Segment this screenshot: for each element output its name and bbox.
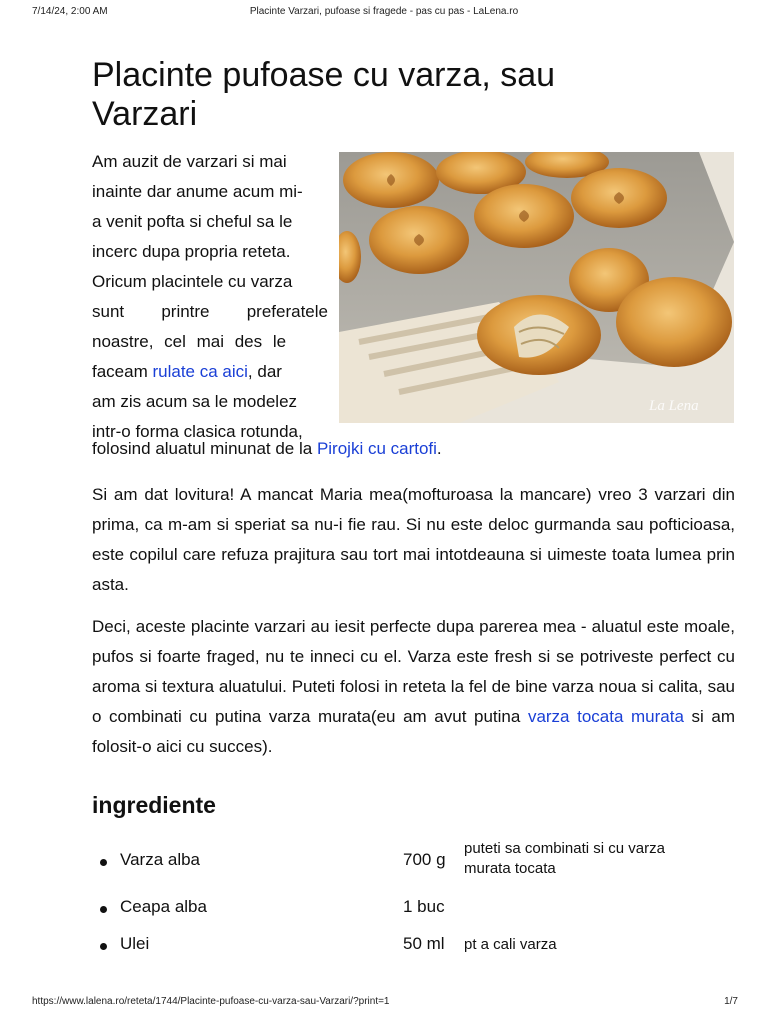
print-url: https://www.lalena.ro/reteta/1744/Placinte-pufoase-cu-varza-sau-Varzari/?print=1 bbox=[32, 996, 390, 1007]
paragraph-3 bbox=[92, 612, 735, 762]
intro-text-column bbox=[92, 147, 328, 447]
intro-line: inainte dar anume acum mi- bbox=[92, 182, 303, 201]
intro-text: faceam bbox=[92, 362, 153, 381]
bullet-icon bbox=[100, 943, 107, 950]
ingredient-name: Ceapa alba bbox=[120, 897, 207, 916]
link-varza-tocata-murata[interactable]: varza tocata murata bbox=[527, 707, 684, 726]
intro-line: Oricum placintele cu varza bbox=[92, 272, 293, 291]
ingredient-qty: 1 buc bbox=[403, 897, 445, 916]
intro-line bbox=[92, 357, 328, 387]
ingredients-heading: ingrediente bbox=[92, 792, 216, 818]
page-title bbox=[92, 56, 652, 134]
recipe-photo bbox=[339, 152, 734, 423]
ingredient-name: Ulei bbox=[120, 934, 150, 953]
print-doc-title: Placinte Varzari, pufoase si fragede - pas cu pas - LaLena.ro bbox=[249, 6, 519, 17]
intro-line: intr-o forma clasica rotunda, bbox=[92, 422, 303, 441]
page-number: 1/7 bbox=[724, 996, 738, 1007]
bullet-icon bbox=[100, 906, 107, 913]
print-header bbox=[0, 6, 768, 20]
ingredient-note-line: murata tocata bbox=[464, 860, 556, 877]
intro-word: preferatele bbox=[246, 302, 328, 321]
intro-line: Am auzit de varzari si mai bbox=[92, 152, 287, 171]
ingredient-qty: 700 g bbox=[403, 850, 446, 869]
paragraph-text: Deci, aceste placinte varzari au iesit perfecte dupa parerea mea - aluatul este moale, pufos si foarte fraged, nu te inneci cu el. Varza este fresh si se potriveste perfect cu aroma si textura aluatului. Puteti folosi in reteta la fel de bine varza noua si calita, sau o combinati cu putina varza murata(eu am avut putina bbox=[92, 617, 735, 726]
intro-line: incerc dupa propria reteta. bbox=[92, 242, 291, 261]
link-pirojki-cu-cartofi[interactable]: Pirojki cu cartofi bbox=[316, 439, 437, 458]
intro-text: , dar bbox=[247, 362, 282, 381]
paragraph-2: Si am dat lovitura! A mancat Maria mea(mofturoasa la mancare) vreo 3 varzari din prima, ca m-am si speriat sa nu-i fie rau. Si nu este deloc gurmanda sau pofticioasa, este copilul care refuza prajitura sau tort mai intotdeauna si uimeste toata lumea prin asta. bbox=[92, 485, 735, 594]
ingredient-qty: 50 ml bbox=[403, 934, 445, 953]
photo-watermark: La Lena bbox=[649, 398, 699, 414]
intro-line bbox=[92, 297, 328, 327]
recipe-photo-illustration bbox=[339, 152, 734, 423]
ingredient-name: Varza alba bbox=[120, 850, 201, 869]
intro-line: am zis acum sa le modelez bbox=[92, 392, 298, 411]
link-rulate-ca-aici[interactable]: rulate ca aici bbox=[152, 362, 248, 381]
print-datetime: 7/14/24, 2:00 AM bbox=[32, 6, 108, 17]
intro-line: noastre, cel mai des le bbox=[92, 332, 287, 351]
intro-continuation bbox=[92, 434, 442, 464]
intro-text: folosind aluatul minunat de la bbox=[92, 439, 317, 458]
ingredient-note-line: puteti sa combinati si cu varza bbox=[464, 840, 665, 857]
title-line-1: Placinte pufoase cu varza, sau bbox=[92, 56, 556, 94]
intro-word: printre bbox=[161, 302, 210, 321]
intro-text: . bbox=[436, 439, 442, 458]
paragraph-text: si am folosit-o aici cu succes). bbox=[92, 707, 735, 756]
intro-line: a venit pofta si cheful sa le bbox=[92, 212, 293, 231]
ingredient-note bbox=[464, 839, 704, 879]
ingredient-note: pt a cali varza bbox=[464, 936, 557, 953]
intro-word: sunt bbox=[92, 302, 125, 321]
title-line-2: Varzari bbox=[92, 95, 198, 133]
bullet-icon bbox=[100, 859, 107, 866]
